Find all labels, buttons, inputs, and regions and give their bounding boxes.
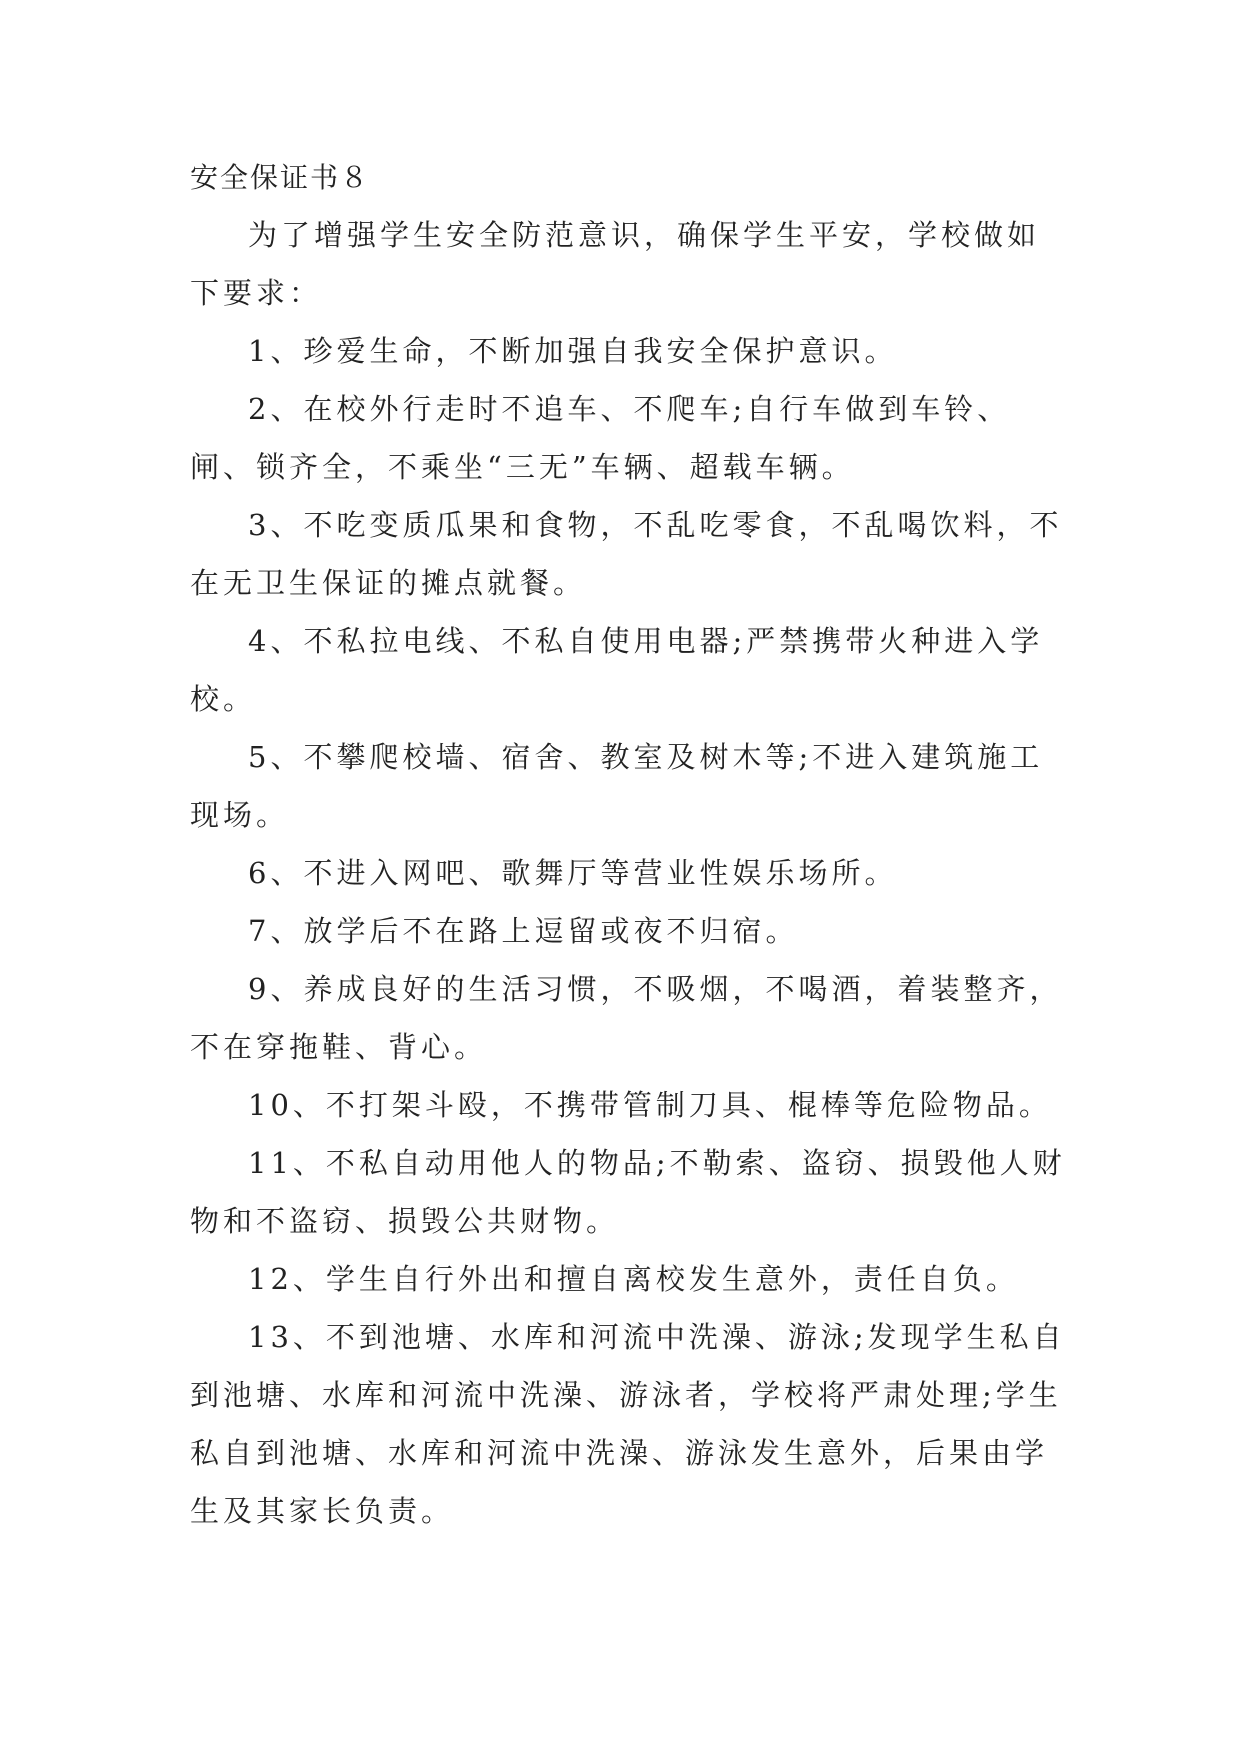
paragraph-item-10: 10、不打架斗殴，不携带管制刀具、棍棒等危险物品。 bbox=[248, 1088, 1052, 1122]
paragraph-item-1: 1、珍爱生命，不断加强自我安全保护意识。 bbox=[248, 334, 898, 368]
paragraph-item-13: 13、不到池塘、水库和河流中洗澡、游泳;发现学生私自到池塘、水库和河流中洗澡、游泳者，学校将严肃处理;学生私自到池塘、水库和河流中洗澡、游泳发生意外，后果由学生及其家长负责。 bbox=[190, 1320, 1066, 1528]
document-page bbox=[190, 150, 1070, 1540]
paragraph-item-5: 5、不攀爬校墙、宿舍、教室及树木等;不进入建筑施工现场。 bbox=[190, 740, 1044, 832]
paragraph-item-9: 9、养成良好的生活习惯，不吸烟，不喝酒，着装整齐，不在穿拖鞋、背心。 bbox=[190, 972, 1063, 1064]
document-title: 安全保证书８ bbox=[190, 161, 371, 194]
paragraph-item-12: 12、学生自行外出和擅自离校发生意外，责任自负。 bbox=[248, 1262, 1019, 1296]
paragraph-item-7: 7、放学后不在路上逗留或夜不归宿。 bbox=[248, 914, 799, 948]
paragraph-item-6: 6、不进入网吧、歌舞厅等营业性娱乐场所。 bbox=[248, 856, 898, 890]
paragraph-item-11: 11、不私自动用他人的物品;不勒索、盗窃、损毁他人财物和不盗窃、损毁公共财物。 bbox=[190, 1146, 1066, 1238]
paragraph-item-4: 4、不私拉电线、不私自使用电器;严禁携带火种进入学校。 bbox=[190, 624, 1044, 716]
paragraph-item-2: 2、在校外行走时不追车、不爬车;自行车做到车铃、闸、锁齐全，不乘坐“三无”车辆、超载车辆。 bbox=[190, 392, 1011, 484]
paragraph-item-3: 3、不吃变质瓜果和食物，不乱吃零食，不乱喝饮料，不在无卫生保证的摊点就餐。 bbox=[190, 508, 1063, 600]
paragraph-intro: 为了增强学生安全防范意识，确保学生平安，学校做如下要求： bbox=[190, 218, 1041, 310]
